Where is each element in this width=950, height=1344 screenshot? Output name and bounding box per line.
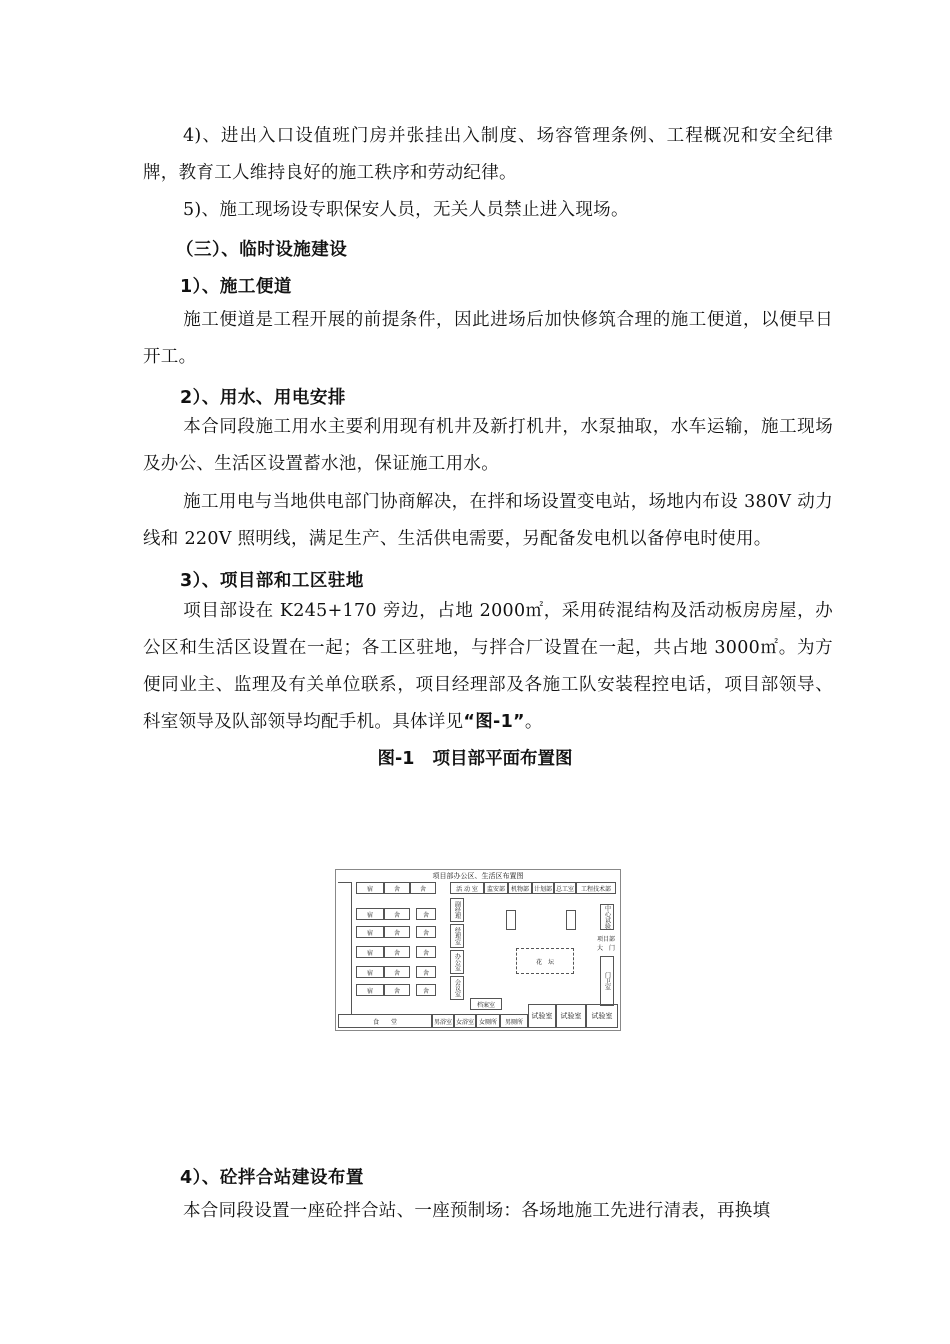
paragraph-construction-road: 施工便道是工程开展的前提条件，因此进场后加快修筑合理的施工便道，以便早日开工。 xyxy=(143,310,833,367)
room-lab: 试验室 xyxy=(528,1004,556,1028)
room-engineering: 工程技术部 xyxy=(576,882,616,894)
paragraph-power: 施工用电与当地供电部门协商解决，在拌和场设置变电站，场地内布设 380V 动力线和 220V 照明线，满足生产、生活供电需要，另配备发电机以备停电时使用。 xyxy=(143,492,833,549)
main-entrance: 项目部 大 门 xyxy=(596,936,615,952)
room-womens-toilet: 女厕所 xyxy=(476,1014,500,1028)
heading-water-power: 2）、用水、用电安排 xyxy=(180,388,346,408)
room-central-lab: 中心试验 xyxy=(600,904,614,930)
dorm-room: 舍 xyxy=(416,926,436,938)
room-mens-bath: 男浴室 xyxy=(432,1014,454,1028)
paragraph-water: 本合同段施工用水主要利用现有机井及新打机井，水泵抽取，水车运输，施工现场及办公、生活区设置蓄水池，保证施工用水。 xyxy=(143,417,833,474)
room-office: 办公室 xyxy=(450,950,464,974)
dorm-room: 宿 xyxy=(356,984,384,996)
dorm-room: 舍 xyxy=(384,966,410,978)
room-canteen: 食 堂 xyxy=(338,1014,432,1028)
room-meeting: 会议室 xyxy=(450,976,464,1000)
dorm-room: 舍 xyxy=(384,882,410,894)
dorm-side-strip xyxy=(338,882,352,1014)
room-chief-engineer: 总工室 xyxy=(554,882,576,894)
paragraph-security: 5)、施工现场设专职保安人员，无关人员禁止进入现场。 xyxy=(183,200,629,220)
dorm-room: 宿 xyxy=(356,908,384,920)
room-lab: 试验室 xyxy=(556,1004,586,1028)
dorm-room: 舍 xyxy=(384,946,410,958)
room-lab: 试验室 xyxy=(586,1004,618,1028)
room-manager: 经理室 xyxy=(450,924,464,948)
room-planning: 计划部 xyxy=(532,882,554,894)
dorm-room: 宿 xyxy=(356,926,384,938)
paragraph-mixing-station: 本合同段设置一座砼拌合站、一座预制场：各场地施工先进行清表，再换填 xyxy=(183,1201,771,1221)
room-archive: 档案室 xyxy=(470,998,502,1010)
heading-mixing-station: 4）、砼拌合站建设布置 xyxy=(180,1168,364,1188)
paragraph-project-department: 项目部设在 K245+170 旁边，占地 2000㎡，采用砖混结构及活动板房房屋，办公区和生活区设置在一起；各工区驻地，与拌合厂设置在一起，共占地 3000㎡。为方便同业主、监理及有关单位联系，项目经理部及各施工队安装程控电话，项目部领导、科室领导及队部领导均配手机。具体详见“图-1”。 xyxy=(143,601,833,732)
diagram-title: 项目部办公区、生活区布置图 xyxy=(432,872,524,880)
dorm-room: 舍 xyxy=(384,926,410,938)
dorm-room: 宿 xyxy=(356,882,384,894)
figure-title: 项目部平面布置图 xyxy=(432,749,573,769)
flower-bed: 花 坛 xyxy=(516,948,574,974)
courtyard-marker xyxy=(506,910,516,930)
dorm-room: 舍 xyxy=(416,984,436,996)
section-heading-temporary-facilities: （三）、临时设施建设 xyxy=(176,240,348,260)
figure-number: 图-1 xyxy=(377,749,415,769)
dorm-room: 舍 xyxy=(416,908,436,920)
courtyard-marker xyxy=(566,910,576,930)
dorm-room: 宿 xyxy=(356,946,384,958)
heading-construction-road: 1）、施工便道 xyxy=(180,277,292,297)
dorm-room: 舍 xyxy=(416,966,436,978)
dorm-room: 宿 xyxy=(356,966,384,978)
room-activity: 活 动 室 xyxy=(450,882,484,894)
dorm-room: 舍 xyxy=(410,882,436,894)
figure-caption xyxy=(0,745,950,770)
dorm-room: 舍 xyxy=(384,908,410,920)
room-womens-bath: 女浴室 xyxy=(454,1014,476,1028)
site-layout-diagram xyxy=(335,869,621,1031)
room-materials: 机物部 xyxy=(508,882,532,894)
dorm-room: 舍 xyxy=(416,946,436,958)
room-supervision: 监安部 xyxy=(484,882,508,894)
dorm-room: 舍 xyxy=(384,984,410,996)
paragraph-entrance-rules: 4)、进出入口设值班门房并张挂出入制度、场容管理条例、工程概况和安全纪律牌，教育工人维持良好的施工秩序和劳动纪律。 xyxy=(143,126,833,183)
room-mens-toilet: 男厕所 xyxy=(500,1014,528,1028)
room-deputy-manager: 副经理 xyxy=(450,898,464,922)
heading-project-department: 3）、项目部和工区驻地 xyxy=(180,571,364,591)
room-guard: 门卫室 xyxy=(600,956,614,1006)
